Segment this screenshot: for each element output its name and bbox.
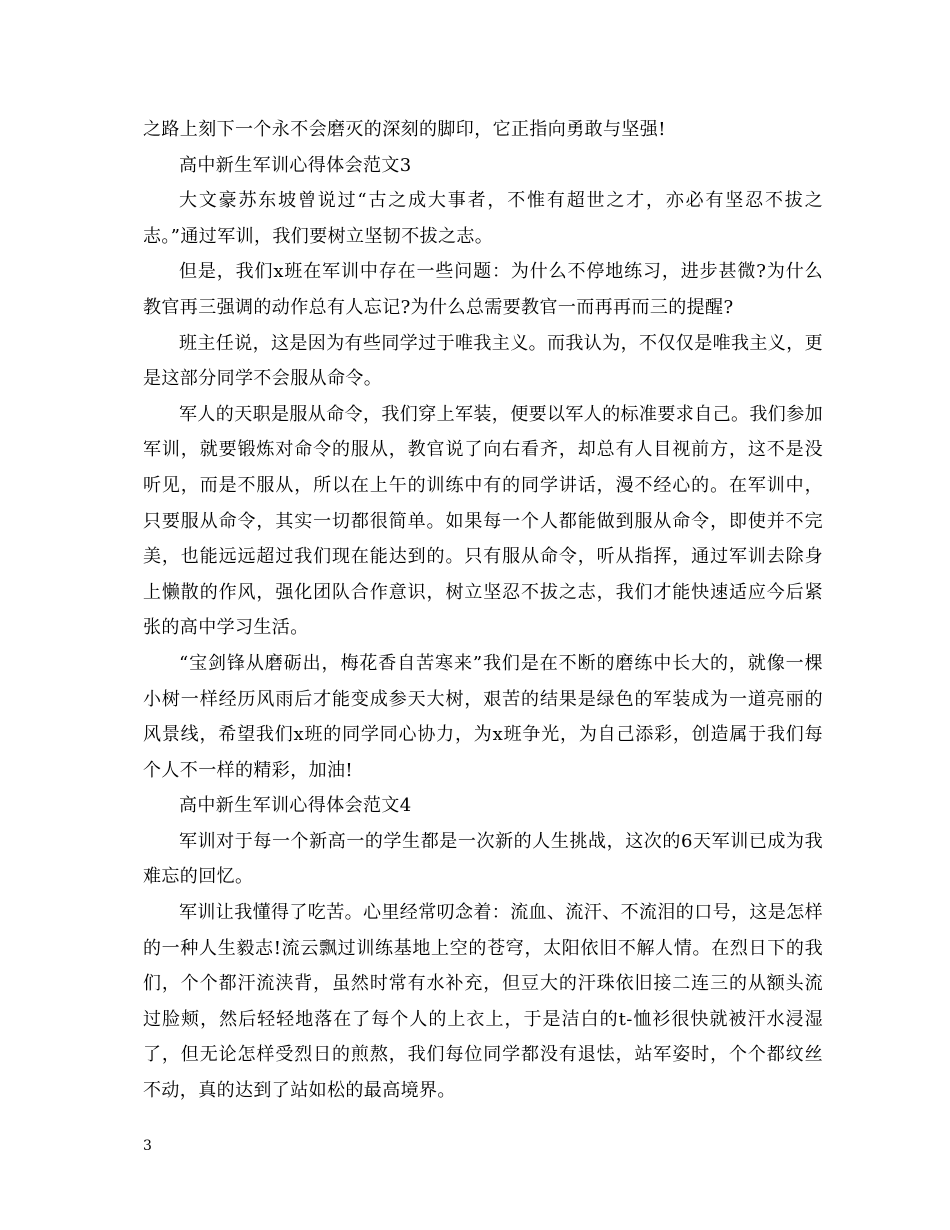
section-heading: 高中新生军训心得体会范文3 (179, 154, 412, 176)
paragraph: 军训对于每一个新高一的学生都是一次新的人生挑战，这次的6天军训已成为我难忘的回忆。 (143, 830, 823, 888)
paragraph: “宝剑锋从磨砺出，梅花香自苦寒来”我们是在不断的磨练中长大的，就像一棵小树一样经历风雨后才能变成参天大树，艰苦的结果是绿色的军装成为一道亮丽的风景线，希望我们x班的同学同心协力，为x班争光，为自己添彩，创造属于我们每个人不一样的精彩，加油! (143, 652, 823, 781)
section-heading: 高中新生军训心得体会范文4 (179, 795, 412, 817)
paragraph-continuation: 之路上刻下一个永不会磨灭的深刻的脚印，它正指向勇敢与坚强! (143, 119, 666, 140)
document-body (143, 112, 823, 1109)
page-number: 3 (143, 1138, 152, 1154)
paragraph: 班主任说，这是因为有些同学过于唯我主义。而我认为，不仅仅是唯我主义，更是这部分同学不会服从命令。 (143, 332, 823, 390)
paragraph: 但是，我们x班在军训中存在一些问题：为什么不停地练习，进步甚微?为什么教官再三强调的动作总有人忘记?为什么总需要教官一而再再而三的提醒? (143, 261, 823, 318)
paragraph: 大文豪苏东坡曾说过“古之成大事者，不惟有超世之才，亦必有坚忍不拔之志。”通过军训，我们要树立坚韧不拔之志。 (143, 190, 823, 247)
paragraph: 军人的天职是服从命令，我们穿上军装，便要以军人的标准要求自己。我们参加军训，就要锻炼对命令的服从，教官说了向右看齐，却总有人目视前方，这不是没听见，而是不服从，所以在上午的训练中有的同学讲话，漫不经心的。在军训中，只要服从命令，其实一切都很简单。如果每一个人都能做到服从命令，即使并不完美，也能远远超过我们现在能达到的。只有服从命令，听从指挥，通过军训去除身上懒散的作风，强化团队合作意识，树立坚忍不拔之志，我们才能快速适应今后紧张的高中学习生活。 (143, 403, 823, 639)
paragraph: 军训让我懂得了吃苦。心里经常叨念着：流血、流汗、不流泪的口号，这是怎样的一种人生毅志!流云飘过训练基地上空的苍穹，太阳依旧不解人情。在烈日下的我们，个个都汗流浃背，虽然时常有水补充，但豆大的汗珠依旧接二连三的从额头流过脸颊，然后轻轻地落在了每个人的上衣上，于是洁白的t-恤衫很快就被汗水浸湿了，但无论怎样受烈日的煎熬，我们每位同学都没有退怯，站军姿时，个个都纹丝不动，真的达到了站如松的最高境界。 (143, 902, 823, 1102)
